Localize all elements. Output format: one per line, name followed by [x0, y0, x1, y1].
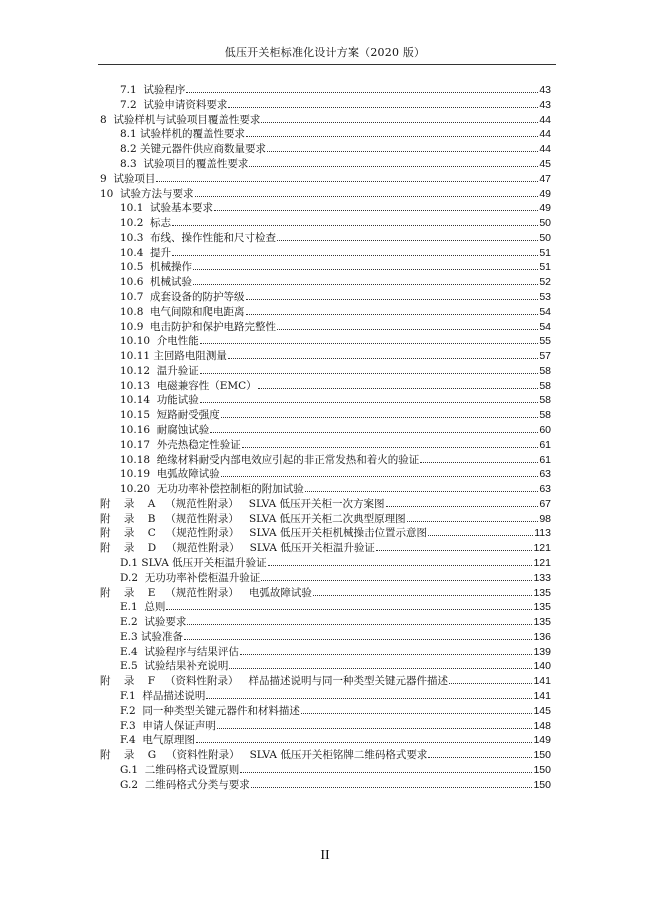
- toc-entry-label: 附 录 G （资料性附录） SLVA 低压开关柜铭牌二维码格式要求: [100, 749, 428, 762]
- toc-leader-dots: [166, 609, 532, 610]
- toc-entry-page: 150: [533, 763, 551, 776]
- toc-leader-dots: [184, 639, 532, 640]
- toc-entry[interactable]: [120, 245, 551, 259]
- toc-entry-label: 附 录 A （规范性附录） SLVA 低压开关柜一次方案图: [100, 497, 385, 510]
- toc-entry-label: 10.11 主回路电阻测量: [120, 350, 227, 362]
- toc-entry[interactable]: [120, 141, 551, 155]
- toc-leader-dots: [228, 358, 538, 359]
- toc-leader-dots: [206, 698, 532, 699]
- toc-entry-page: 53: [539, 290, 551, 303]
- toc-leader-dots: [277, 329, 538, 330]
- toc-entry-label: F.3 申请人保证声明: [120, 719, 216, 732]
- toc-leader-dots: [214, 210, 538, 211]
- toc-entry-label: G.1 二维码格式设置原则: [120, 763, 240, 776]
- toc-leader-dots: [210, 432, 538, 433]
- toc-entry[interactable]: [120, 274, 551, 288]
- toc-entry-label: F.1 样品描述说明: [120, 690, 206, 702]
- toc-leader-dots: [221, 476, 539, 477]
- toc-entry[interactable]: [100, 112, 551, 126]
- toc-leader-dots: [172, 255, 538, 256]
- toc-leader-dots: [386, 506, 539, 507]
- toc-entry[interactable]: [120, 289, 551, 303]
- toc-entry-page: 98: [539, 512, 551, 525]
- toc-leader-dots: [193, 269, 538, 270]
- toc-entry-label: E.5 试验结果补充说明: [120, 660, 229, 673]
- toc-entry-page: 43: [539, 84, 551, 96]
- toc-entry-label: 10.14 功能试验: [120, 394, 199, 407]
- toc-entry-label: 8.2 关键元器件供应商数量要求: [120, 143, 267, 156]
- toc-leader-dots: [258, 388, 539, 389]
- toc-entry[interactable]: [100, 540, 551, 554]
- toc-leader-dots: [246, 136, 538, 137]
- toc-entry-label: 10.18 绝缘材料耐受内部电效应引起的非正常发热和着火的验证: [120, 453, 420, 466]
- toc-entry-label: 附 录 D （规范性附录） SLVA 低压开关柜温升验证: [100, 542, 375, 555]
- toc-entry-page: 141: [533, 690, 551, 702]
- toc-leader-dots: [407, 521, 539, 522]
- toc-entry-label: 10.4 提升: [120, 246, 172, 259]
- toc-leader-dots: [261, 122, 538, 123]
- toc-leader-dots: [229, 668, 532, 669]
- toc-leader-dots: [195, 196, 539, 197]
- toc-entry[interactable]: [120, 570, 551, 584]
- toc-leader-dots: [428, 757, 532, 758]
- toc-leader-dots: [187, 624, 532, 625]
- toc-entry-label: 10.9 电击防护和保护电路完整性: [120, 320, 277, 333]
- toc-entry[interactable]: [100, 673, 551, 687]
- toc-leader-dots: [449, 683, 532, 684]
- toc-entry[interactable]: [100, 525, 551, 539]
- toc-leader-dots: [200, 343, 539, 344]
- toc-entry[interactable]: [120, 658, 551, 672]
- toc-entry[interactable]: [120, 452, 551, 466]
- toc-entry[interactable]: [120, 348, 551, 362]
- toc-entry-label: E.4 试验程序与结果评估: [120, 645, 239, 658]
- toc-entry[interactable]: [120, 762, 551, 776]
- toc-entry-label: D.1 SLVA 低压开关柜温升验证: [120, 557, 267, 569]
- page-header: 低压开关柜标准化设计方案（2020 版）: [224, 46, 426, 59]
- toc-entry-label: E.2 试验要求: [120, 616, 187, 629]
- toc-entry-label: 9 试验项目: [100, 172, 156, 185]
- toc-entry-label: 10.5 机械操作: [120, 261, 193, 274]
- toc-entry[interactable]: [120, 629, 551, 643]
- toc-leader-dots: [221, 417, 539, 418]
- toc-entry[interactable]: [120, 437, 551, 451]
- toc-entry[interactable]: [120, 333, 551, 347]
- toc-entry[interactable]: [120, 688, 551, 702]
- toc-entry-label: 10.16 耐腐蚀试验: [120, 423, 210, 436]
- toc-entry-label: 8.1 试验样机的覆盖性要求: [120, 128, 246, 141]
- toc-entry[interactable]: [120, 319, 551, 333]
- toc-leader-dots: [156, 181, 538, 182]
- toc-entry-page: 49: [539, 202, 551, 215]
- toc-leader-dots: [277, 240, 538, 241]
- header-rule: [98, 64, 556, 65]
- toc-leader-dots: [246, 299, 539, 300]
- toc-entry-page: 50: [539, 217, 551, 229]
- toc-entry-page: 52: [539, 276, 551, 289]
- page-number: II: [320, 848, 330, 863]
- toc-entry-page: 54: [539, 320, 551, 333]
- toc-entry-label: 附 录 E （规范性附录） 电弧故障试验: [100, 586, 312, 599]
- toc-entry-page: 145: [533, 704, 551, 717]
- toc-entry-page: 44: [539, 143, 551, 156]
- toc-entry[interactable]: [120, 215, 551, 229]
- toc-entry[interactable]: [120, 703, 551, 717]
- toc-entry-page: 45: [539, 157, 551, 170]
- toc-entry[interactable]: [120, 156, 551, 170]
- toc-entry-label: 附 录 C （规范性附录） SLVA 低压开关柜机械操击位置示意图: [100, 527, 427, 540]
- toc-entry-label: E.1 总则: [120, 601, 166, 614]
- toc-leader-dots: [428, 535, 533, 536]
- toc-entry-label: E.3 试验准备: [120, 630, 184, 643]
- toc-entry-label: D.2 无功功率补偿柜温升验证: [120, 571, 261, 584]
- toc-entry-page: 57: [539, 350, 551, 362]
- toc-leader-dots: [267, 151, 538, 152]
- toc-entry-label: 10.20 无功功率补偿控制柜的附加试验: [120, 483, 304, 496]
- toc-leader-dots: [172, 225, 538, 226]
- toc-entry[interactable]: [120, 230, 551, 244]
- toc-entry[interactable]: [120, 259, 551, 273]
- toc-entry-page: 50: [539, 231, 551, 244]
- toc-entry[interactable]: [120, 97, 551, 111]
- toc-leader-dots: [186, 92, 538, 93]
- toc-entry[interactable]: [120, 82, 551, 96]
- toc-entry-label: 10.15 短路耐受强度: [120, 409, 220, 422]
- toc-entry-page: 61: [539, 453, 551, 466]
- toc-entry-page: 140: [533, 660, 551, 673]
- toc-entry-page: 135: [533, 586, 551, 599]
- toc-entry-page: 135: [533, 616, 551, 629]
- toc-entry-page: 121: [533, 557, 551, 569]
- toc-entry-label: 10.10 介电性能: [120, 335, 199, 348]
- toc-entry[interactable]: [120, 718, 551, 732]
- toc-entry-page: 55: [539, 335, 551, 348]
- toc-entry-page: 58: [539, 379, 551, 392]
- toc-entry-page: 58: [539, 394, 551, 407]
- toc-entry[interactable]: [120, 126, 551, 140]
- toc-leader-dots: [196, 742, 533, 743]
- toc-entry-page: 58: [539, 409, 551, 422]
- toc-entry-page: 135: [533, 601, 551, 614]
- toc-entry[interactable]: [100, 747, 551, 761]
- toc-leader-dots: [420, 462, 538, 463]
- toc-entry-label: 7.2 试验申请资料要求: [120, 98, 228, 111]
- toc-entry-page: 67: [539, 497, 551, 510]
- toc-leader-dots: [242, 447, 539, 448]
- toc-entry-page: 148: [533, 719, 551, 732]
- toc-entry[interactable]: [100, 511, 551, 525]
- toc-entry-label: 7.1 试验程序: [120, 84, 186, 96]
- toc-entry[interactable]: [120, 555, 551, 569]
- toc-entry[interactable]: [100, 496, 551, 510]
- toc-entry[interactable]: [120, 644, 551, 658]
- toc-entry-label: 10.6 机械试验: [120, 276, 193, 289]
- toc-entry-label: 10.1 试验基本要求: [120, 202, 214, 215]
- toc-entry-page: 113: [534, 527, 551, 540]
- toc-entry-page: 149: [533, 734, 551, 747]
- toc-entry-page: 44: [539, 113, 551, 126]
- toc-leader-dots: [268, 565, 533, 566]
- toc-entry-page: 150: [533, 778, 551, 791]
- toc-entry-label: 附 录 B （规范性附录） SLVA 低压开关柜二次典型原理图: [100, 512, 406, 525]
- toc-entry-page: 121: [533, 542, 551, 555]
- toc-entry[interactable]: [120, 407, 551, 421]
- toc-entry[interactable]: [100, 585, 551, 599]
- toc-leader-dots: [376, 550, 533, 551]
- toc-entry[interactable]: [120, 732, 551, 746]
- toc-leader-dots: [261, 580, 532, 581]
- toc-leader-dots: [249, 166, 538, 167]
- toc-entry[interactable]: [120, 777, 551, 791]
- toc-entry[interactable]: [120, 392, 551, 406]
- toc-entry-page: 141: [533, 675, 551, 688]
- toc-entry-label: 10.12 温升验证: [120, 364, 199, 377]
- toc-entry-label: 8 试验样机与试验项目覆盖性要求: [100, 113, 261, 126]
- toc-entry[interactable]: [100, 186, 551, 200]
- toc-entry[interactable]: [120, 378, 551, 392]
- toc-entry-label: G.2 二维码格式分类与要求: [120, 778, 250, 791]
- toc-entry-page: 61: [539, 438, 551, 451]
- toc-leader-dots: [240, 772, 532, 773]
- toc-entry-label: 10 试验方法与要求: [100, 187, 194, 200]
- toc-entry-page: 139: [533, 645, 551, 658]
- toc-entry-page: 136: [533, 630, 551, 643]
- toc-entry-page: 44: [539, 128, 551, 141]
- toc-leader-dots: [246, 314, 539, 315]
- toc-entry-page: 43: [539, 98, 551, 111]
- toc-entry-label: 8.3 试验项目的覆盖性要求: [120, 157, 249, 170]
- toc-leader-dots: [200, 402, 539, 403]
- toc-entry-page: 58: [539, 364, 551, 377]
- toc-entry-page: 133: [533, 571, 551, 584]
- toc-entry[interactable]: [120, 599, 551, 613]
- toc-entry-label: F.4 电气原理图: [120, 734, 195, 747]
- toc-entry[interactable]: [120, 422, 551, 436]
- toc-leader-dots: [200, 373, 539, 374]
- toc-entry-label: 附 录 F （资料性附录） 样品描述说明与同一种类型关键元器件描述: [100, 675, 449, 688]
- toc-entry-label: 10.17 外壳热稳定性验证: [120, 438, 241, 451]
- toc-entry[interactable]: [120, 614, 551, 628]
- toc-leader-dots: [301, 713, 533, 714]
- toc-entry[interactable]: [120, 363, 551, 377]
- toc-entry-label: F.2 同一种类型关键元器件和材料描述: [120, 704, 300, 717]
- toc-leader-dots: [217, 728, 533, 729]
- toc-entry-page: 54: [539, 305, 551, 318]
- toc-entry-page: 63: [539, 483, 551, 496]
- toc-leader-dots: [305, 491, 539, 492]
- toc-entry-page: 150: [533, 749, 551, 762]
- toc-entry[interactable]: [120, 466, 551, 480]
- toc-leader-dots: [240, 654, 533, 655]
- toc-entry-label: 10.19 电弧故障试验: [120, 468, 220, 481]
- toc-entry-page: 49: [539, 187, 551, 200]
- toc-entry-label: 10.8 电气间隙和爬电距离: [120, 305, 245, 318]
- toc-entry-page: 60: [539, 423, 551, 436]
- toc-entry[interactable]: [120, 200, 551, 214]
- toc-entry-page: 47: [539, 172, 551, 185]
- toc-entry-label: 10.7 成套设备的防护等级: [120, 290, 245, 303]
- toc-entry-page: 63: [539, 468, 551, 481]
- toc-entry[interactable]: [100, 171, 551, 185]
- toc-leader-dots: [251, 787, 533, 788]
- toc-leader-dots: [228, 107, 538, 108]
- toc-entry[interactable]: [120, 481, 551, 495]
- toc-entry-label: 10.2 标志: [120, 217, 172, 229]
- toc-entry-label: 10.3 布线、操作性能和尺寸检查: [120, 231, 277, 244]
- toc-entry[interactable]: [120, 304, 551, 318]
- toc-entry-label: 10.13 电磁兼容性（EMC）: [120, 379, 257, 392]
- toc-leader-dots: [313, 595, 533, 596]
- toc-leader-dots: [193, 284, 538, 285]
- toc-entry-page: 51: [539, 261, 551, 274]
- toc-entry-page: 51: [539, 246, 551, 259]
